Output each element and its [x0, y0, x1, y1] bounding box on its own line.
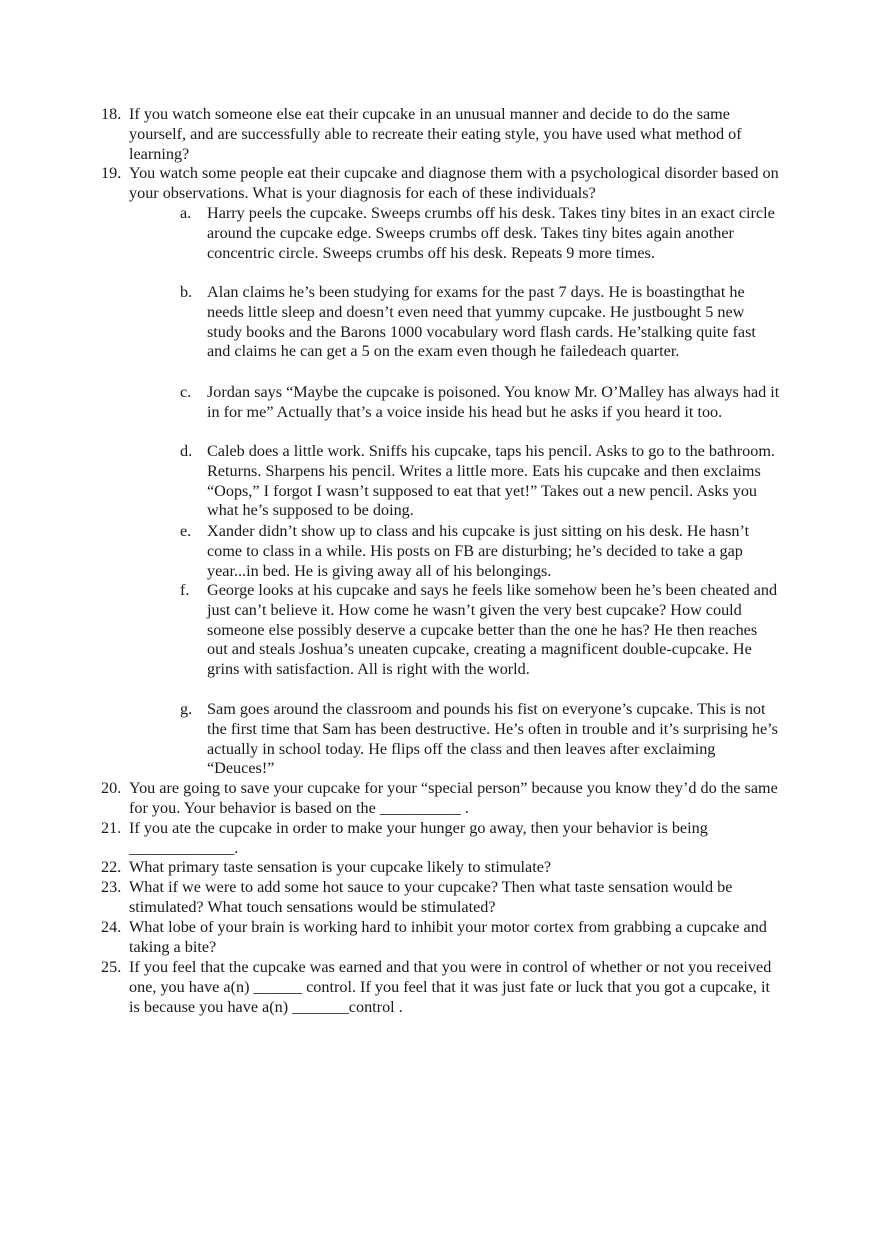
sub-item-letter: c.	[180, 383, 192, 401]
question-text: If you feel that the cupcake was earned and that you were in control of whether or not you received one, you have a(n) ______ control. If you feel that it was just fate or luck that you got a cupcake, it is because you have a(n) _______control .	[129, 958, 772, 1016]
sub-item-letter: d.	[180, 442, 193, 460]
sub-item-letter: g.	[180, 700, 193, 718]
question-20	[101, 779, 781, 819]
question-24	[101, 918, 781, 958]
sub-item-f	[180, 581, 780, 680]
question-number: 22.	[101, 858, 122, 876]
question-text: If you ate the cupcake in order to make your hunger go away, then your behavior is being _____________.	[129, 819, 708, 857]
sub-item-d	[180, 442, 780, 521]
question-18	[101, 105, 781, 164]
question-22	[101, 858, 781, 878]
question-text: What if we were to add some hot sauce to your cupcake? Then what taste sensation would be stimulated? What touch sensations would be stimulated?	[129, 878, 733, 916]
sub-item-a	[180, 204, 780, 263]
sub-item-text: George looks at his cupcake and says he feels like somehow been he’s been cheated and just can’t believe it. How come he wasn’t given the very best cupcake? How could someone else possibly deserve a cupcake better than the one he has? He then reaches out and steals Joshua’s uneaten cupcake, creating a magnificent double-cupcake. He grins with satisfaction. All is right with the world.	[207, 581, 778, 679]
sub-item-g	[180, 700, 780, 779]
question-23	[101, 878, 781, 918]
question-number: 25.	[101, 958, 122, 976]
sub-item-text: Sam goes around the classroom and pounds his fist on everyone’s cupcake. This is not the first time that Sam has been destructive. He’s often in trouble and it’s surprising he’s actually in school today. He flips off the class and then leaves after exclaiming “Deuces!”	[207, 700, 778, 778]
sub-item-text: Xander didn’t show up to class and his cupcake is just sitting on his desk. He hasn’t come to class in a while. His posts on FB are disturbing; he’s decided to take a gap year...in bed. He is giving away all of his belongings.	[207, 522, 750, 580]
sub-item-c	[180, 383, 780, 423]
question-number: 24.	[101, 918, 122, 936]
question-19	[101, 164, 781, 204]
question-text: What lobe of your brain is working hard to inhibit your motor cortex from grabbing a cupcake and taking a bite?	[129, 918, 767, 956]
sub-item-text: Harry peels the cupcake. Sweeps crumbs off his desk. Takes tiny bites in an exact circle around the cupcake edge. Sweeps crumbs off desk. Takes tiny bites again another concentric circle. Sweeps crumbs off his desk. Repeats 9 more times.	[207, 204, 775, 262]
question-number: 18.	[101, 105, 122, 123]
question-number: 19.	[101, 164, 122, 182]
question-text: You watch some people eat their cupcake and diagnose them with a psychological disorder based on your observations. What is your diagnosis for each of these individuals?	[129, 164, 779, 202]
question-number: 21.	[101, 819, 122, 837]
question-number: 20.	[101, 779, 122, 797]
sub-item-b	[180, 283, 780, 362]
sub-item-text: Caleb does a little work. Sniffs his cupcake, taps his pencil. Asks to go to the bathroom. Returns. Sharpens his pencil. Writes a little more. Eats his cupcake and then exclaims “Oops,” I forgot I wasn’t supposed to eat that yet!” Takes out a new pencil. Asks you what he’s supposed to be doing.	[207, 442, 775, 520]
sub-item-text: Alan claims he’s been studying for exams for the past 7 days. He is boastingthat he needs little sleep and doesn’t even need that yummy cupcake. He justbought 5 new study books and the Barons 1000 vocabulary word flash cards. He’stalking quite fast and claims he can get a 5 on the exam even though he failedeach quarter.	[207, 283, 756, 361]
sub-item-letter: b.	[180, 283, 193, 301]
question-text: You are going to save your cupcake for your “special person” because you know they’d do the same for you. Your behavior is based on the __________ .	[129, 779, 778, 817]
sub-item-letter: a.	[180, 204, 192, 222]
question-number: 23.	[101, 878, 122, 896]
question-text: What primary taste sensation is your cupcake likely to stimulate?	[129, 858, 552, 876]
sub-item-text: Jordan says “Maybe the cupcake is poisoned. You know Mr. O’Malley has always had it in for me” Actually that’s a voice inside his head but he asks if you heard it too.	[207, 383, 780, 421]
sub-item-e	[180, 522, 780, 581]
question-21	[101, 819, 781, 859]
sub-item-letter: e.	[180, 522, 192, 540]
question-text: If you watch someone else eat their cupcake in an unusual manner and decide to do the same yourself, and are successfully able to recreate their eating style, you have used what method of learning?	[129, 105, 742, 163]
question-25	[101, 958, 781, 1017]
sub-item-letter: f.	[180, 581, 190, 599]
